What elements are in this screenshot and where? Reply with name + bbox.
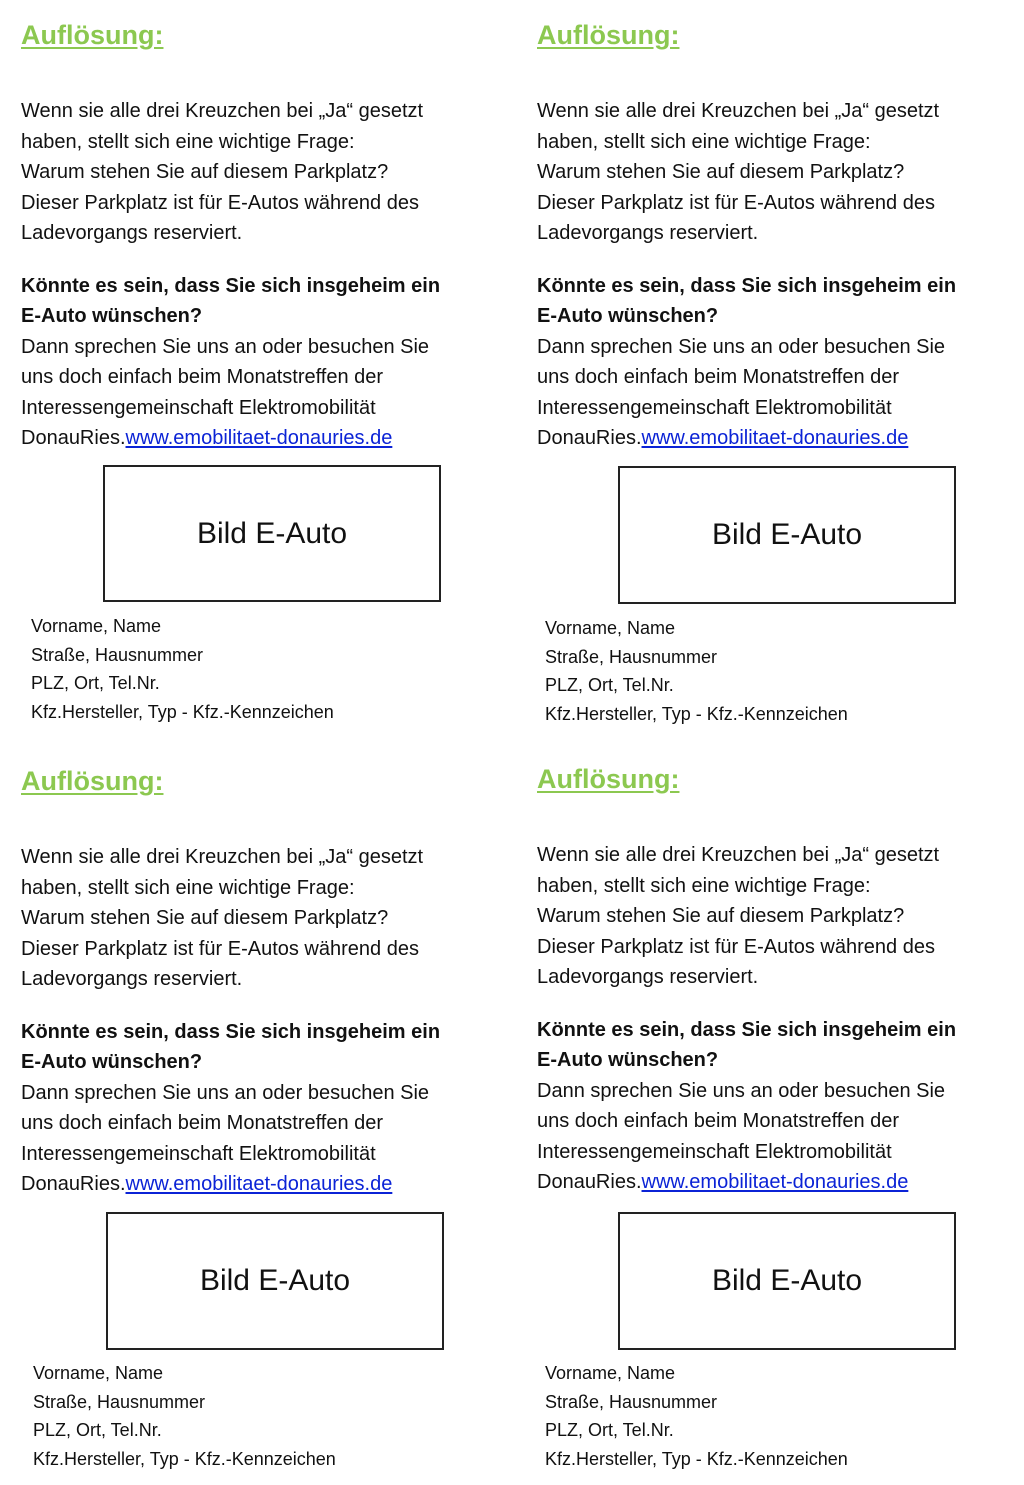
intro-paragraph (21, 96, 491, 249)
invite-line: Dann sprechen Sie uns an oder besuchen Sie (21, 1081, 430, 1104)
website-link[interactable]: www.emobilitaet-donauries.de (125, 1173, 393, 1195)
question-line: E-Auto wünschen? (21, 305, 203, 327)
intro-paragraph (21, 842, 491, 995)
intro-line: Wenn sie alle drei Kreuzchen bei „Ja“ gesetzt (21, 846, 424, 868)
invite-paragraph (21, 271, 491, 454)
invite-paragraph (21, 1017, 491, 1200)
address-line: PLZ, Ort, Tel.Nr. (545, 675, 674, 695)
address-line: Straße, Hausnummer (31, 644, 204, 665)
intro-line: haben, stellt sich eine wichtige Frage: (21, 130, 355, 153)
org-prefix: DonauRies. (537, 1171, 642, 1193)
invite-line: Interessengemeinschaft Elektromobilität (537, 1140, 892, 1163)
intro-line: Ladevorgangs reserviert. (537, 966, 759, 988)
intro-line: haben, stellt sich eine wichtige Frage: (537, 130, 871, 153)
car-picture-placeholder: Bild E-Auto (618, 466, 956, 604)
address-line: Vorname, Name (545, 618, 676, 638)
address-line: Straße, Hausnummer (545, 646, 718, 667)
intro-line: Dieser Parkplatz ist für E-Autos während des (21, 191, 419, 214)
org-prefix: DonauRies. (537, 427, 642, 449)
invite-line: Interessengemeinschaft Elektromobilität (21, 396, 376, 419)
intro-line: haben, stellt sich eine wichtige Frage: (537, 874, 871, 897)
invite-line: uns doch einfach beim Monatstreffen der (537, 1110, 900, 1132)
car-picture-placeholder: Bild E-Auto (618, 1212, 956, 1350)
address-block (31, 612, 334, 726)
question-line: E-Auto wünschen? (537, 1049, 719, 1071)
intro-line: Warum stehen Sie auf diesem Parkplatz? (21, 907, 389, 929)
card-body (537, 840, 1007, 1198)
intro-line: Wenn sie alle drei Kreuzchen bei „Ja“ gesetzt (537, 100, 940, 122)
org-prefix: DonauRies. (21, 1173, 126, 1195)
website-link[interactable]: www.emobilitaet-donauries.de (641, 427, 909, 449)
address-block (33, 1359, 336, 1473)
invite-line: Interessengemeinschaft Elektromobilität (21, 1142, 376, 1165)
intro-line: Ladevorgangs reserviert. (537, 222, 759, 244)
invite-line: Dann sprechen Sie uns an oder besuchen Sie (21, 335, 430, 358)
invite-line: uns doch einfach beim Monatstreffen der (21, 366, 384, 388)
car-picture-placeholder: Bild E-Auto (106, 1212, 444, 1350)
address-line: Kfz.Hersteller, Typ - Kfz.-Kennzeichen (33, 1448, 336, 1469)
question-line: E-Auto wünschen? (537, 305, 719, 327)
intro-paragraph (537, 840, 1007, 993)
org-prefix: DonauRies. (21, 427, 126, 449)
question-line: Könnte es sein, dass Sie sich insgeheim ein (21, 274, 441, 297)
intro-line: Warum stehen Sie auf diesem Parkplatz? (21, 161, 389, 183)
invite-paragraph (537, 271, 1007, 454)
invite-line: uns doch einfach beim Monatstreffen der (537, 366, 900, 388)
intro-line: Ladevorgangs reserviert. (21, 968, 243, 990)
card-body (537, 96, 1007, 454)
intro-line: Wenn sie alle drei Kreuzchen bei „Ja“ gesetzt (537, 844, 940, 866)
address-block (545, 1359, 848, 1473)
card-heading: Auflösung: (21, 20, 164, 50)
question-line: Könnte es sein, dass Sie sich insgeheim ein (21, 1020, 441, 1043)
card-heading: Auflösung: (537, 20, 680, 50)
invite-line: Dann sprechen Sie uns an oder besuchen Sie (537, 335, 946, 358)
intro-line: Dieser Parkplatz ist für E-Autos während des (537, 191, 935, 214)
intro-line: haben, stellt sich eine wichtige Frage: (21, 876, 355, 899)
invite-paragraph (537, 1015, 1007, 1198)
address-line: PLZ, Ort, Tel.Nr. (33, 1420, 162, 1440)
car-picture-placeholder: Bild E-Auto (103, 465, 441, 602)
website-link[interactable]: www.emobilitaet-donauries.de (125, 427, 393, 449)
intro-line: Ladevorgangs reserviert. (21, 222, 243, 244)
address-line: Straße, Hausnummer (33, 1391, 206, 1412)
invite-line: Interessengemeinschaft Elektromobilität (537, 396, 892, 419)
invite-line: uns doch einfach beim Monatstreffen der (21, 1112, 384, 1134)
card-heading: Auflösung: (21, 766, 164, 796)
address-line: Kfz.Hersteller, Typ - Kfz.-Kennzeichen (545, 703, 848, 724)
intro-line: Dieser Parkplatz ist für E-Autos während des (21, 937, 419, 960)
intro-line: Wenn sie alle drei Kreuzchen bei „Ja“ gesetzt (21, 100, 424, 122)
card-heading: Auflösung: (537, 764, 680, 794)
website-link[interactable]: www.emobilitaet-donauries.de (641, 1171, 909, 1193)
address-line: Vorname, Name (545, 1363, 676, 1383)
intro-line: Dieser Parkplatz ist für E-Autos während des (537, 935, 935, 958)
question-line: E-Auto wünschen? (21, 1051, 203, 1073)
address-line: PLZ, Ort, Tel.Nr. (31, 673, 160, 693)
card-body (21, 842, 491, 1200)
card-body (21, 96, 491, 454)
address-line: Straße, Hausnummer (545, 1391, 718, 1412)
intro-line: Warum stehen Sie auf diesem Parkplatz? (537, 161, 905, 183)
intro-paragraph (537, 96, 1007, 249)
question-line: Könnte es sein, dass Sie sich insgeheim ein (537, 1018, 957, 1041)
address-block (545, 614, 848, 728)
address-line: Kfz.Hersteller, Typ - Kfz.-Kennzeichen (545, 1448, 848, 1469)
question-line: Könnte es sein, dass Sie sich insgeheim ein (537, 274, 957, 297)
intro-line: Warum stehen Sie auf diesem Parkplatz? (537, 905, 905, 927)
address-line: Vorname, Name (33, 1363, 164, 1383)
invite-line: Dann sprechen Sie uns an oder besuchen Sie (537, 1079, 946, 1102)
address-line: Vorname, Name (31, 616, 162, 636)
address-line: Kfz.Hersteller, Typ - Kfz.-Kennzeichen (31, 701, 334, 722)
address-line: PLZ, Ort, Tel.Nr. (545, 1420, 674, 1440)
